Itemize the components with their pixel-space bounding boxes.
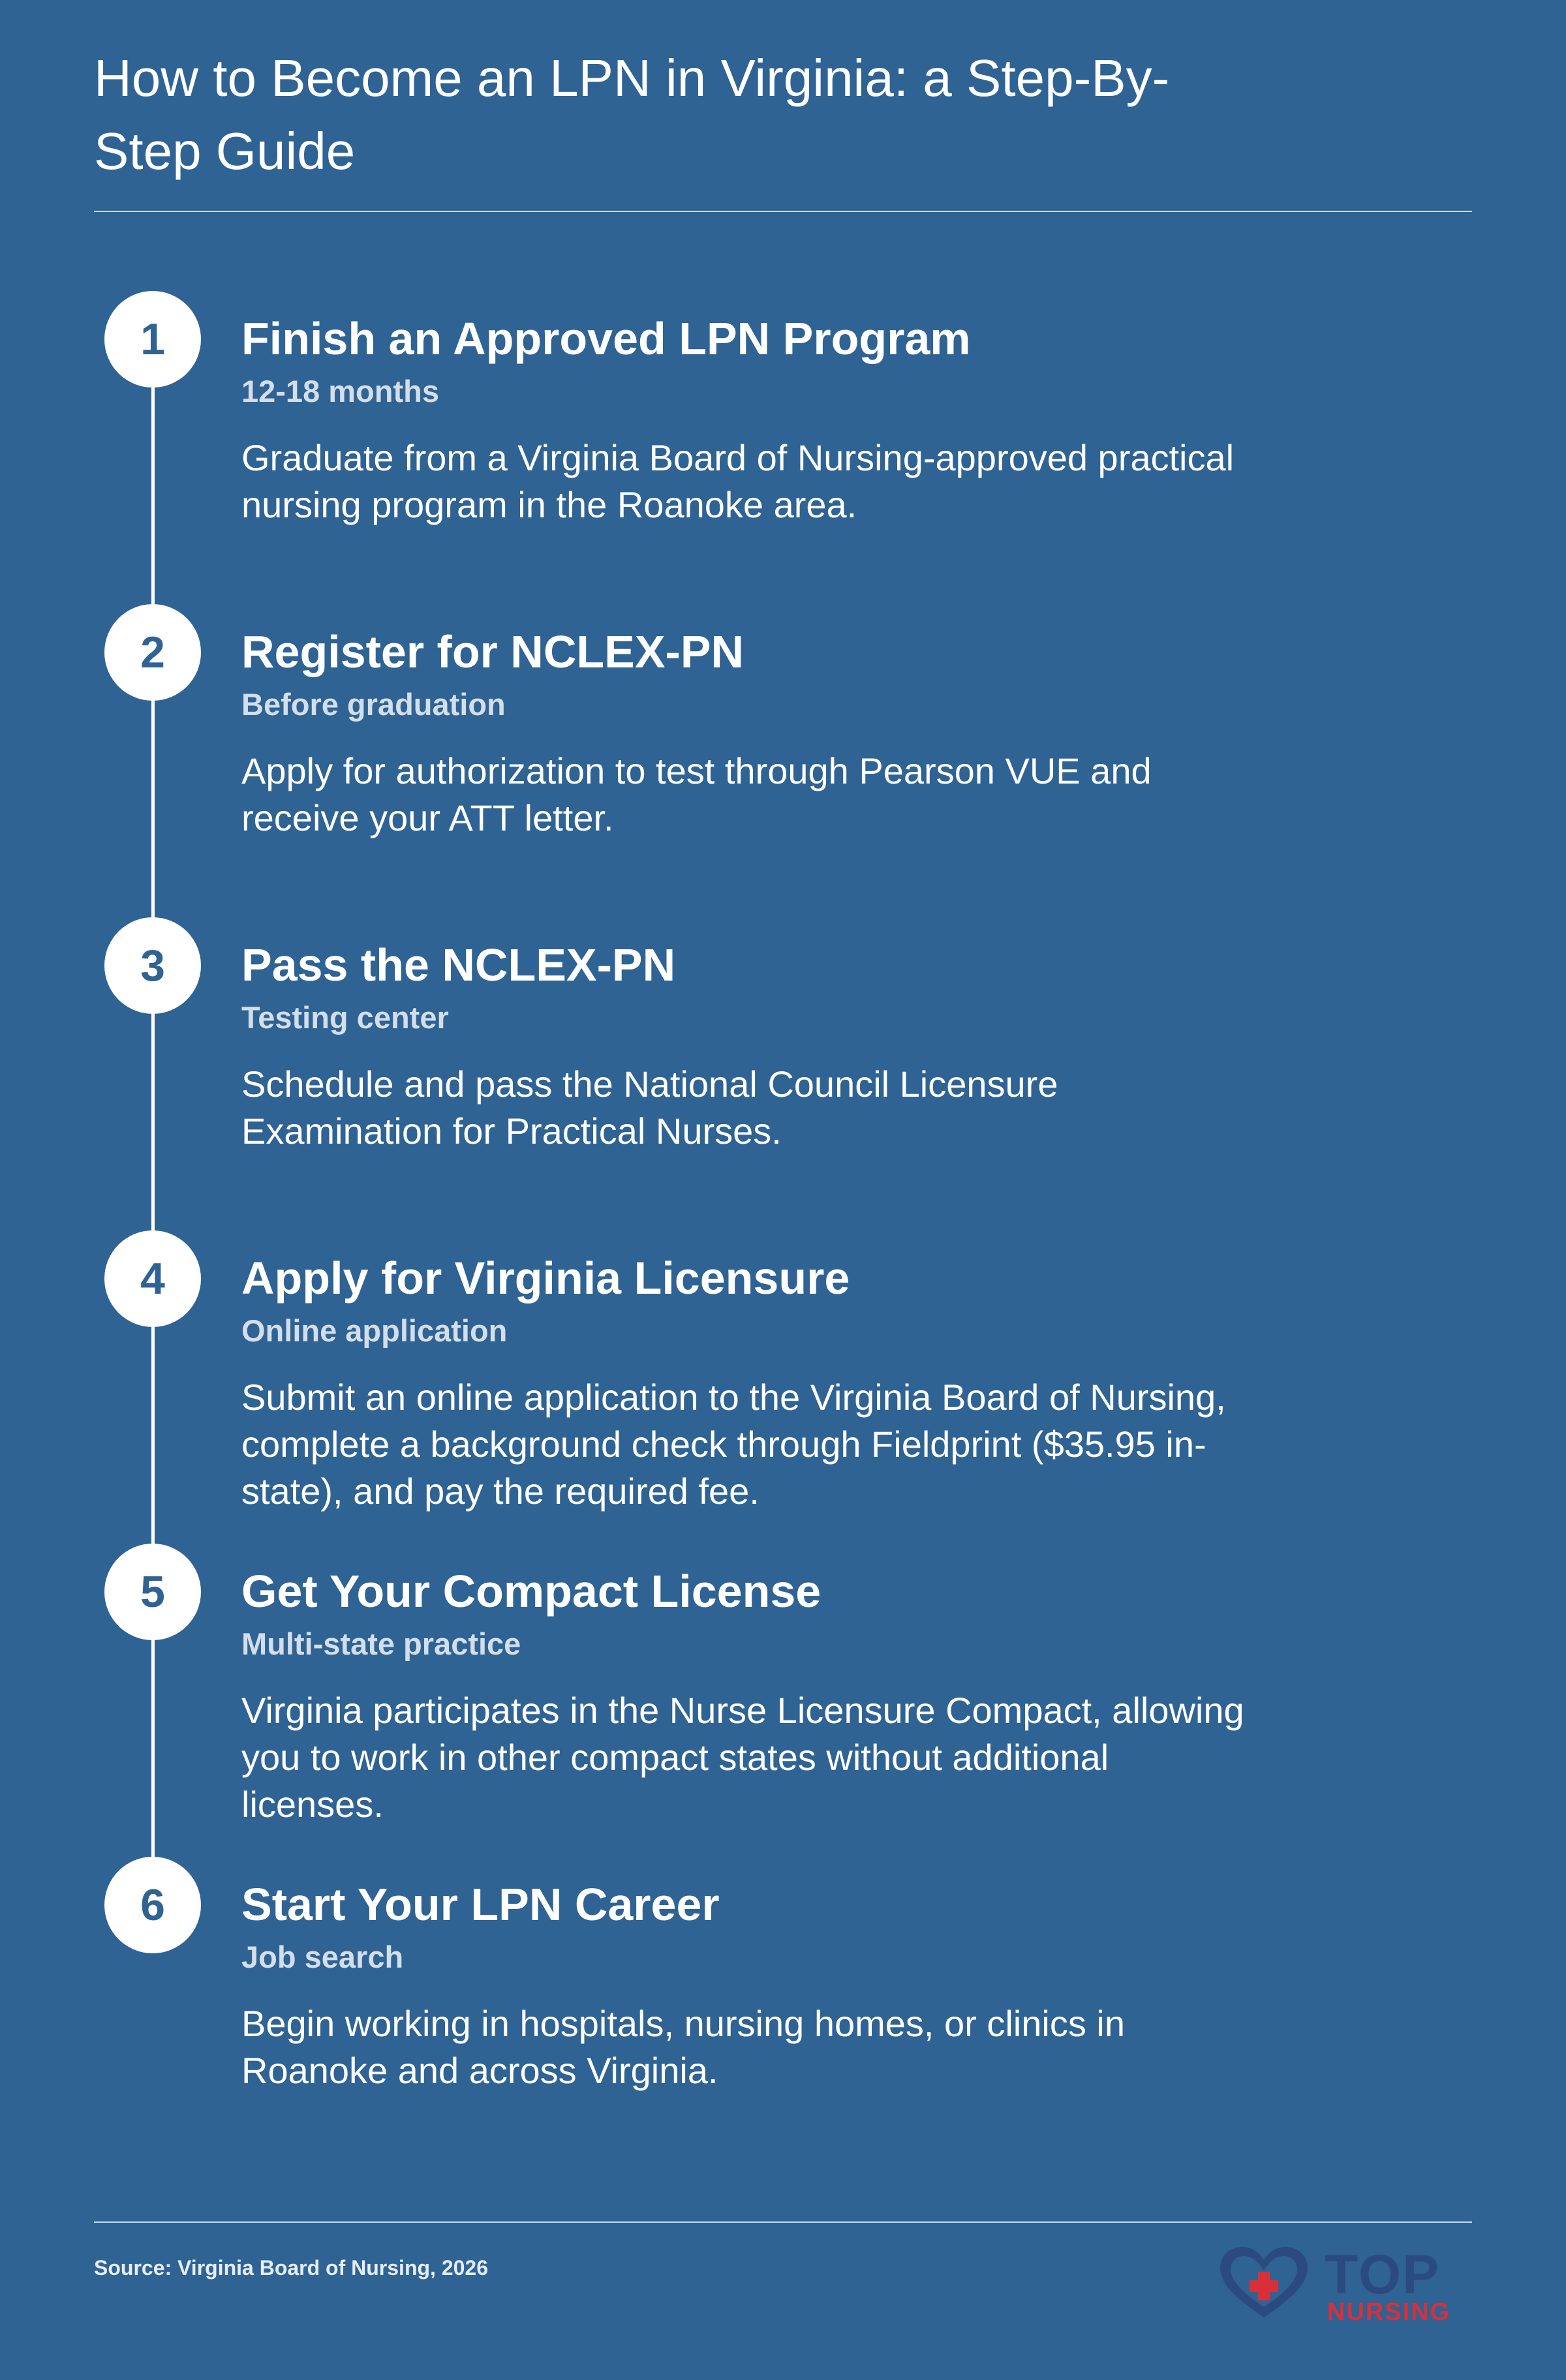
step-description: Schedule and pass the National Council Licensure Examination for Practical Nurses. [241, 1063, 1058, 1152]
step-description: Graduate from a Virginia Board of Nursing-approved practical nursing program in the Roanoke area. [241, 437, 1235, 525]
page-title: How to Become an LPN in Virginia: a Step-By-Step Guide [94, 49, 1170, 180]
top-nursing-logo [1215, 2244, 1476, 2326]
step-number-badge: 5 [104, 1544, 201, 1640]
step-number-badge: 1 [104, 291, 201, 388]
step-number-badge: 2 [104, 604, 201, 701]
step-number-badge: 4 [104, 1230, 201, 1327]
step-description: Virginia participates in the Nurse Licensure Compact, allowing you to work in other compact states without additional licenses. [241, 1690, 1244, 1825]
step-subtitle: Testing center [241, 1000, 449, 1035]
step-subtitle: Multi-state practice [241, 1626, 521, 1661]
source-note: Source: Virginia Board of Nursing, 2026 [94, 2256, 488, 2280]
step-title: Finish an Approved LPN Program [241, 313, 971, 364]
step-description: Submit an online application to the Virginia Board of Nursing, complete a background check through Fieldprint ($35.95 in-state), and pay the required fee. [241, 1377, 1226, 1512]
header-divider [94, 211, 1472, 212]
step-subtitle: Job search [241, 1940, 404, 1974]
logo-word-top: TOP [1325, 2244, 1441, 2305]
step-description: Begin working in hospitals, nursing homes, or clinics in Roanoke and across Virginia. [241, 2003, 1125, 2091]
timeline-line [151, 339, 155, 1905]
footer-divider [94, 2221, 1472, 2223]
step-subtitle: Before graduation [241, 687, 506, 722]
step-number-badge: 6 [104, 1857, 201, 1953]
step-title: Get Your Compact License [241, 1566, 821, 1617]
step-title: Pass the NCLEX-PN [241, 939, 676, 990]
step-title: Register for NCLEX-PN [241, 626, 745, 677]
logo-word-nursing: NURSING [1327, 2298, 1451, 2326]
step-description: Apply for authorization to test through Pearson VUE and receive your ATT letter. [241, 750, 1152, 838]
step-subtitle: Online application [241, 1313, 508, 1348]
step-title: Apply for Virginia Licensure [241, 1253, 850, 1304]
step-subtitle: 12-18 months [241, 374, 439, 408]
step-number-badge: 3 [104, 917, 201, 1014]
heart-cross-icon [1215, 2244, 1313, 2323]
step-title: Start Your LPN Career [241, 1879, 720, 1930]
